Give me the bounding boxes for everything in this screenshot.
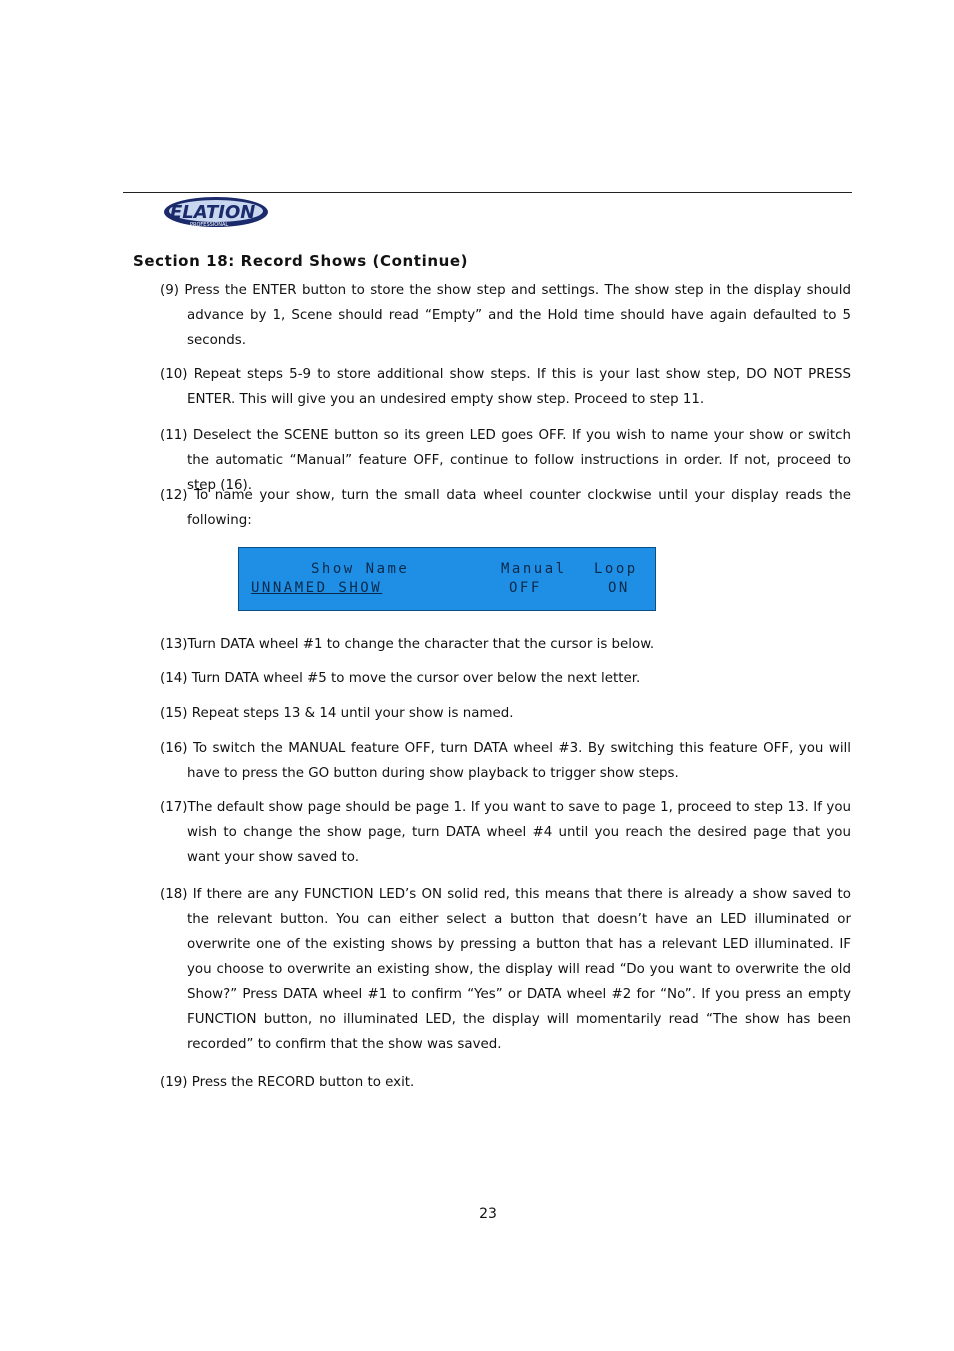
page-number: 23 [479,1206,497,1222]
lcd-show-name-label: Show Name [311,561,410,577]
lcd-manual-value: OFF [509,580,542,596]
lcd-show-name-value: UNNAMED SHOW [251,580,383,596]
step-15: (15) Repeat steps 13 & 14 until your show is named. [160,706,514,721]
svg-text:PROFESSIONAL: PROFESSIONAL [190,222,229,228]
step-11: (11) Deselect the SCENE button so its green LED goes OFF. If you wish to name your show or switch the automatic “Manual” feature OFF, continue to follow instructions in order. If not, proceed to step (16). [160,428,851,493]
step-19: (19) Press the RECORD button to exit. [160,1075,415,1090]
step-14: (14) Turn DATA wheel #5 to move the cursor over below the next letter. [160,671,641,686]
svg-text:ELATION: ELATION [170,202,256,223]
elation-logo [160,194,270,234]
lcd-loop-label: Loop [594,561,638,577]
step-18: (18) If there are any FUNCTION LED’s ON solid red, this means that there is already a show saved to the relevant button. You can either select a button that doesn’t have an LED illuminated or overwrite one of the existing shows by pressing a button that has a relevant LED illuminated. IF you choose to overwrite an existing show, the display will read “Do you want to overwrite the old Show?” Press DATA wheel #1 to confirm “Yes” or DATA wheel #2 for “No”. If you press an empty FUNCTION button, no illuminated LED, the display will momentarily read “The show has been recorded” to confirm that the show was saved. [160,887,851,1052]
lcd-display [238,547,656,611]
lcd-manual-label: Manual [501,561,567,577]
step-10: (10) Repeat steps 5-9 to store additional show steps. If this is your last show step, DO NOT PRESS ENTER. This will give you an undesired empty show step. Proceed to step 11. [160,367,851,407]
step-17: (17)The default show page should be page 1. If you want to save to page 1, proceed to step 13. If you wish to change the show page, turn DATA wheel #4 until you reach the desired page that you want your show saved to. [160,800,851,865]
section-title: Section 18: Record Shows (Continue) [133,252,469,270]
step-9: (9) Press the ENTER button to store the show step and settings. The show step in the display should advance by 1, Scene should read “Empty” and the Hold time should have again defaulted to 5 seconds. [160,283,851,348]
step-12: (12) To name your show, turn the small data wheel counter clockwise until your display reads the following: [160,488,851,528]
step-16: (16) To switch the MANUAL feature OFF, turn DATA wheel #3. By switching this feature OFF, you will have to press the GO button during show playback to trigger show steps. [160,741,851,781]
header-rule [123,192,852,193]
lcd-loop-value: ON [608,580,630,596]
step-13: (13)Turn DATA wheel #1 to change the character that the cursor is below. [160,637,655,652]
